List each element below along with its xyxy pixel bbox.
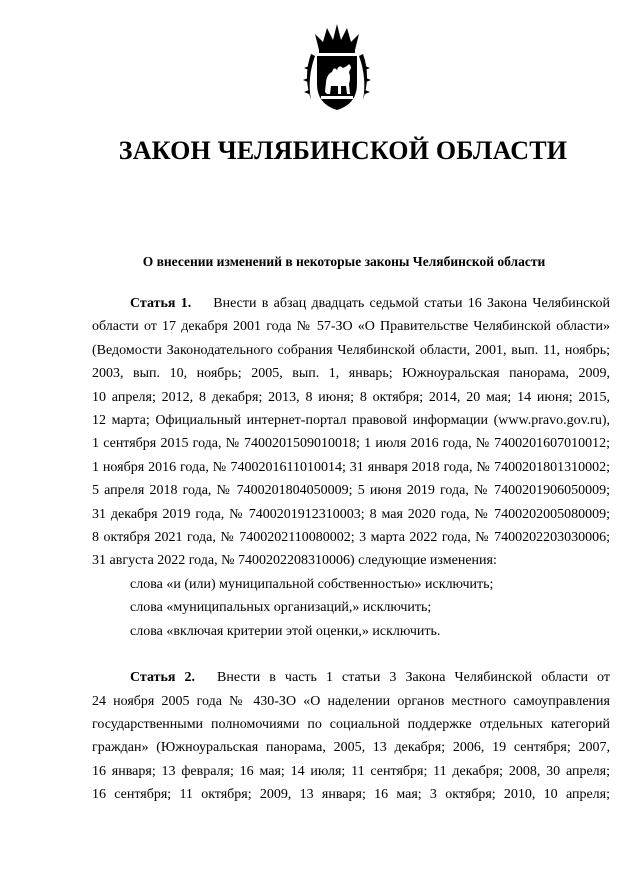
article-1-line: 5 апреля 2018 года, № 7400201804050009; 5 июня 2019 года, № 7400201906050009; [92, 483, 610, 499]
article-2-line: граждан» (Южноуральская панорама, 2005, 13 декабря; 2006, 19 сентября; 2007, [92, 740, 610, 756]
article-1-line: 12 марта; Официальный интернет-портал правовой информации (www.pravo.gov.ru), [92, 413, 610, 429]
article-1-line: (Ведомости Законодательного собрания Челябинской области, 2001, вып. 11, ноябрь; [92, 342, 610, 358]
article-1-item: слова «включая критерии этой оценки,» исключить. [130, 623, 441, 639]
article-1-line: 2003, вып. 10, ноябрь; 2005, вып. 1, январь; Южноуральская панорама, 2009, [92, 366, 610, 382]
article-1-label: Статья 1. [130, 296, 192, 311]
article-2-line: государственными полномочиями по социальной поддержке отдельных категорий [92, 716, 610, 732]
article-1-line: области от 17 декабря 2001 года № 57-ЗО «О Правительстве Челябинской области» [92, 319, 610, 335]
article-1-line: 1 ноября 2016 года, № 7400201611010014; 31 января 2018 года, № 7400201801310002; [92, 459, 610, 475]
article-1-line: 31 декабря 2019 года, № 7400201912310003; 8 мая 2020 года, № 7400202005080009; [92, 506, 610, 522]
article-2-label: Статья 2. [130, 670, 196, 686]
article-1-line: 1 сентября 2015 года, № 7400201509010018; 1 июля 2016 года, № 7400201607010012; [92, 436, 610, 452]
article-1-line: Внести в абзац двадцать седьмой статьи 16 Закона Челябинской [213, 296, 610, 311]
article-2 [92, 666, 610, 806]
article-2-line: Внести в часть 1 статьи 3 Закона Челябинской области от [217, 670, 610, 686]
article-1 [92, 292, 610, 573]
paragraph-gap [92, 643, 610, 666]
article-1-item: слова «и (или) муниципальной собственностью» исключить; [130, 576, 494, 592]
document-body [92, 292, 610, 807]
article-1-item: слова «муниципальных организаций,» исключить; [130, 600, 432, 616]
article-1-line: 10 апреля; 2012, 8 декабря; 2013, 8 июня; 8 октября; 2014, 20 мая; 14 июня; 2015, [92, 389, 610, 405]
document-subtitle: О внесении изменений в некоторые законы Челябинской области [142, 254, 546, 269]
article-1-line: 31 августа 2022 года, № 7400202208310006) следующие изменения: [92, 553, 497, 569]
document-title: ЗАКОН ЧЕЛЯБИНСКОЙ ОБЛАСТИ [118, 136, 568, 165]
chelyabinsk-coat-of-arms-icon [297, 20, 377, 116]
article-1-first-line [92, 292, 610, 315]
article-2-first-line [92, 666, 610, 689]
article-1-line: 8 октября 2021 года, № 7400202110080002; 3 марта 2022 года, № 7400202203030006; [92, 530, 610, 546]
article-2-line: 24 ноября 2005 года № 430-ЗО «О наделении органов местного самоуправления [92, 693, 610, 709]
article-2-line: 16 января; 13 февраля; 16 мая; 14 июля; 11 сентября; 11 декабря; 2008, 30 апреля; [92, 763, 610, 779]
article-2-line: 16 сентября; 11 октября; 2009, 13 января; 16 мая; 3 октября; 2010, 10 апреля; [92, 787, 610, 803]
